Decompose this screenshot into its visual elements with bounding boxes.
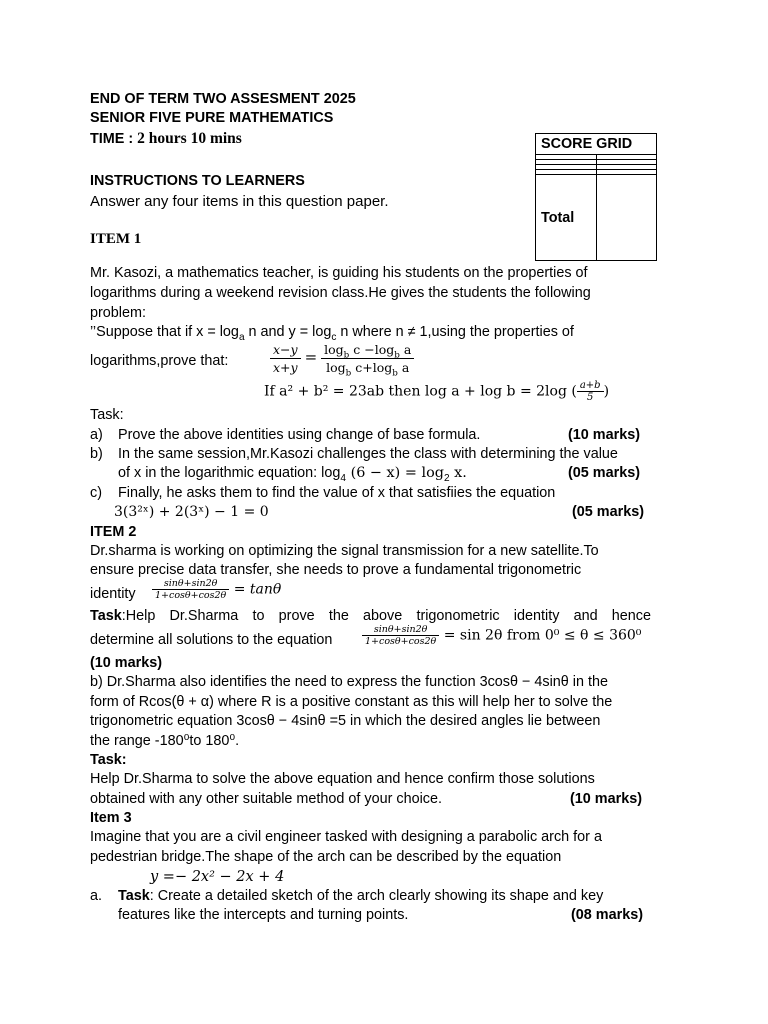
instructions-heading: INSTRUCTIONS TO LEARNERS [90, 173, 305, 189]
item1-heading: ITEM 1 [90, 231, 142, 247]
item1-a-label: a) [90, 427, 103, 443]
item1-suppose-line: ’’Suppose that if $x = \log_a n$ and $y = \log_c n$ where n ≠ 1,using the properties of [90, 324, 574, 343]
score-grid [535, 133, 657, 261]
equation-fraction: $\frac{\sin\theta+\sin 2\theta}{1+\cos\theta+\cos 2\theta}$ [362, 624, 439, 647]
item2-determine-label: determine all solutions to the equation [90, 632, 333, 648]
item2-help-line: Help Dr.Sharma to solve the above equation and hence confirm those solutions [90, 771, 595, 787]
identity-fraction: $\frac{\sin\theta+\sin 2\theta}{1+\cos\theta+\cos 2\theta}$ [152, 578, 229, 601]
item2-b-line: the range -180⁰to 180⁰. [90, 733, 240, 749]
item3-equation: y =− 2x² − 2x + 4 [150, 869, 285, 885]
item1-a-text: Prove the above identities using change of base formula. [118, 427, 481, 443]
item2-b-line: b) Dr.Sharma also identifies the need to express the function 3cosθ − 4sinθ in the [90, 674, 608, 690]
item3-paragraph-line: pedestrian bridge.The shape of the arch can be described by the equation [90, 849, 562, 865]
item2-identity: $\frac{\sin\theta+\sin 2\theta}{1+\cos\theta+\cos 2\theta}$ = tanθ [152, 578, 281, 601]
item2-marks-1: (10 marks) [90, 655, 162, 671]
item1-intro-line: logarithms during a weekend revision class.He gives the students the following [90, 285, 591, 301]
item2-paragraph-line: Dr.sharma is working on optimizing the signal transmission for a new satellite.To [90, 543, 599, 559]
instructions-text: Answer any four items in this question paper. [90, 193, 389, 210]
item1-prove-label: logarithms,prove that: [90, 353, 229, 369]
item2-task-2: Task: [90, 752, 127, 768]
fraction-lhs: $\frac{x-y}{x+y}$ [270, 341, 301, 376]
item2-paragraph-line: ensure precise data transfer, she needs to prove a fundamental trigonometric [90, 562, 582, 578]
item1-c-label: c) [90, 485, 102, 501]
item2-equation: $\frac{\sin\theta+\sin 2\theta}{1+\cos\theta+\cos 2\theta}$ = sin 2θ from 0⁰ ≤ θ ≤ 360⁰ [362, 624, 641, 647]
score-grid-title: SCORE GRID [536, 134, 657, 155]
score-grid-total: Total [536, 175, 597, 261]
item3-a-label: a. [90, 888, 103, 904]
item1-b-text: In the same session,Mr.Kasozi challenges the class with determining the value [118, 446, 618, 462]
item1-a-marks: (10 marks) [568, 427, 640, 443]
item1-identity-2: If a² + b² = 23ab then log a + log b = 2log ( $\frac{a+b}{5}$ ) [264, 380, 610, 403]
fraction-ab: $\frac{a+b}{5}$ [577, 380, 604, 403]
item1-b-label: b) [90, 446, 103, 462]
item3-a-text: Task: Create a detailed sketch of the arch clearly showing its shape and key [118, 888, 604, 904]
item1-identity-1: $\frac{x-y}{x+y}$ = $\frac{\log_b c -\log_b a}{\log_b c+\log_b a}$ [270, 341, 414, 376]
fraction-rhs: $\frac{\log_b c -\log_b a}{\log_b c+\log_b a}$ [321, 341, 414, 376]
item3-a-text-2: features like the intercepts and turning points. [118, 907, 409, 923]
item3-paragraph-line: Imagine that you are a civil engineer tasked with designing a parabolic arch for a [90, 829, 602, 845]
item1-b-equation: of x in the logarithmic equation: $\log_4 (6 - x) = \log_2 x$. [118, 465, 467, 484]
item2-heading: ITEM 2 [90, 524, 137, 540]
item1-task-label: Task: [90, 407, 124, 423]
item2-task-line: Task:Help Dr.Sharma to prove the above trigonometric identity and hence [90, 608, 651, 624]
item3-a-marks: (08 marks) [571, 907, 643, 923]
item1-c-marks: (05 marks) [572, 504, 644, 520]
item2-b-line: trigonometric equation 3cosθ − 4sinθ =5 in which the desired angles lie between [90, 713, 601, 729]
item1-c-text: Finally, he asks them to find the value of x that satisfiies the equation [118, 485, 556, 501]
item1-intro-line: problem: [90, 305, 146, 321]
exam-title: END OF TERM TWO ASSESMENT 2025 [90, 91, 356, 107]
score-cell [597, 175, 657, 261]
exam-time: TIME : 2 hours 10 mins [90, 130, 242, 147]
item1-b-marks: (05 marks) [568, 465, 640, 481]
item2-help-line: obtained with any other suitable method of your choice. [90, 791, 442, 807]
exam-subject: SENIOR FIVE PURE MATHEMATICS [90, 110, 334, 126]
item2-identity-label: identity [90, 586, 136, 602]
time-value: 2 hours 10 mins [137, 130, 242, 147]
item3-heading: Item 3 [90, 810, 132, 826]
item1-c-equation: 3(3²ˣ) + 2(3ˣ) − 1 = 0 [114, 504, 269, 520]
item1-intro-line: Mr. Kasozi, a mathematics teacher, is guiding his students on the properties of [90, 265, 588, 281]
item2-b-line: form of Rcos(θ + α) where R is a positive constant as this will help her to solve the [90, 694, 613, 710]
item2-marks-2: (10 marks) [570, 791, 642, 807]
